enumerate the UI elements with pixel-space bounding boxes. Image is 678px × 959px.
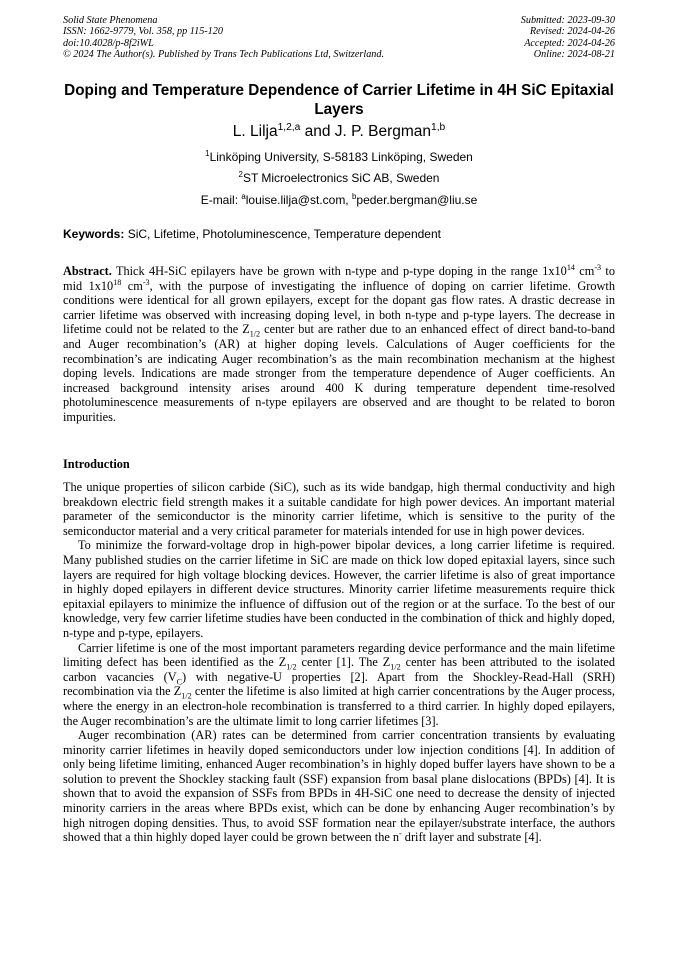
author-1: L. Lilja [232,123,278,140]
intro-text: drift layer and substrate [4]. [401,830,542,845]
keywords-label: Keywords: [63,227,125,241]
intro-text: Carrier lifetime is one of the most important parameters regarding device performance and the main lifetime limiting defect has been identified as the Z [63,640,615,670]
intro-sub: 1/2 [181,691,192,701]
email-a: louise.lilja@st.com, [245,193,352,207]
paper-title: Doping and Temperature Dependence of Carrier Lifetime in 4H SiC Epitaxial Layers [64,82,614,118]
email-b: peder.bergman@liu.se [356,193,478,207]
abstract [63,264,615,425]
author-line [63,122,615,142]
email-label: E-mail: [200,193,242,207]
author-2-affiliation: 1,b [431,121,446,133]
intro-paragraph-1: The unique properties of silicon carbide (SiC), such as its wide bandgap, high thermal conductivity and high breakdown electric field strength makes it a suitable candidate for high power devices. An important material parameter of the semiconductor is the minority carrier lifetime, which is sensitive to the purity of the semiconductor material and a very critical parameter for materials intended for use in high power devices. [63,480,615,538]
email-line [63,193,615,208]
intro-sub: C [176,677,182,687]
accepted-date: Accepted: 2024-04-26 [524,37,615,49]
author-conjunction: and [300,123,335,140]
affiliation-2 [63,171,615,186]
intro-paragraph-4 [63,728,615,845]
intro-text: center has been attributed to the isolated carbon vacancies (V [63,655,615,684]
abstract-sup: -3 [142,277,150,287]
journal-header-right [521,15,615,61]
intro-sub: 1/2 [286,662,297,672]
journal-name: Solid State Phenomena [63,15,158,26]
email-a-marker: a [241,192,246,201]
introduction-body [63,480,615,845]
introduction-heading: Introduction [63,457,130,471]
intro-sub: 1/2 [390,662,401,672]
intro-sup: - [399,829,402,839]
keywords-text: SiC, Lifetime, Photoluminescence, Temperature dependent [124,227,441,241]
abstract-sup: 18 [113,277,122,287]
author-1-affiliation: 1,2,a [277,121,301,133]
doi-line: doi:10.4028/p-8f2iWL [63,37,154,49]
intro-paragraph-3 [63,641,615,729]
abstract-text: to mid 1x10 [63,264,615,293]
submitted-date: Submitted: 2023-09-30 [520,15,615,26]
journal-header-left [63,15,384,61]
abstract-text: , with the purpose of investigating the influence of doping on carrier lifetime. Growth conditions were identical for all grown epilayers, except for the dopant gas flow rates. A drastic decrease in carrier lifetime was observed with increasing doping level, in both n-type and p-type layers. The decrease in lifetime could not be related to the Z [63,278,615,337]
intro-text: center the lifetime is also limited at high carrier concentrations by the Auger process, where the energy in an electron-hole recombination is transferred to a third carrier. In highly doped epilayers, the Auger recombination’s are the ultimate limit to long carrier lifetimes [3]. [63,684,615,728]
abstract-text: cm [121,278,143,293]
affiliation-2-text: ST Microelectronics SiC AB, Sweden [242,171,440,185]
author-2: J. P. Bergman [334,123,432,140]
abstract-sup: 14 [566,262,575,272]
affiliation-2-number: 2 [238,170,243,179]
revised-date: Revised: 2024-04-26 [529,26,615,38]
intro-text: center [1]. The Z [296,655,391,670]
affiliation-1-text: Linköping University, S-58183 Linköping, Sweden [209,150,473,164]
email-b-marker: b [351,192,357,201]
issn-line: ISSN: 1662-9779, Vol. 358, pp 115-120 [63,26,223,38]
abstract-label: Abstract. [63,264,112,278]
affiliation-1-number: 1 [205,149,210,158]
online-date: Online: 2024-08-21 [533,49,615,61]
abstract-text: Thick 4H-SiC epilayers have be grown with n-type and p-type doping in the range 1x10 [111,264,567,278]
intro-paragraph-2: To minimize the forward-voltage drop in high-power bipolar devices, a long carrier lifetime is required. Many published studies on the carrier lifetime in SiC are made on thick low doped epitaxial layers, since such layers are required for high voltage blocking devices. However, the carrier lifetime is also of great importance in highly doped epilayers in different device structures. Minority carrier lifetime measurements require thick epitaxial epilayers to minimize the influence of diffusion out of the region or at the surface. To the best of our knowledge, very few carrier lifetime studies have been conducted in the combination of thick and highly doped, n-type and p-type, epilayers. [63,538,615,640]
abstract-text: cm [574,264,595,278]
affiliation-1 [63,150,615,165]
keywords [63,227,615,242]
intro-text: ) with negative-U properties [2]. Apart from the Shockley-Read-Hall (SRH) recombination via the Z [63,669,615,699]
copyright-line: © 2024 The Author(s). Published by Trans Tech Publications Ltd, Switzerland. [63,49,385,61]
abstract-sup: -3 [594,262,602,272]
abstract-sub: 1/2 [249,329,261,339]
intro-text: Auger recombination (AR) rates can be determined from carrier concentration transients by evaluating minority carrier lifetimes in heavily doped semiconductors under low injection conditions [4]. In addition of only being lifetime limiting, enhanced Auger recombination’s in highly doped buffer layers have shown to be a solution to prevent the Shockley stacking fault (SSF) expansion from basal plane dislocations (BPDs) [4]. It is shown that to avoid the expansion of SSFs from BPDs in 4H-SiC one need to decrease the density of injected minority carriers in the areas where BPDs exist, which can be done by enhancing Auger recombination’s by high nitrogen doping densities. Thus, to avoid SSF formation near the epilayer/substrate interface, the authors showed that a thin highly doped layer could be grown between the n [63,728,615,845]
abstract-text: center but are rather due to an enhanced effect of direct band-to-band and Auger recombination’s (AR) at higher doping levels. Calculations of Auger coefficients for the recombination’s are indicating Auger recombination’s as the main recombination mechanism at the highest doping levels. Indications are made stronger from the temperature dependence of Auger coefficients. An increased background intensity arises around 400 K during temperature dependent time-resolved photoluminescence measurements of n-type epilayers are observed and are thought to be related to boron impurities. [63,322,615,424]
